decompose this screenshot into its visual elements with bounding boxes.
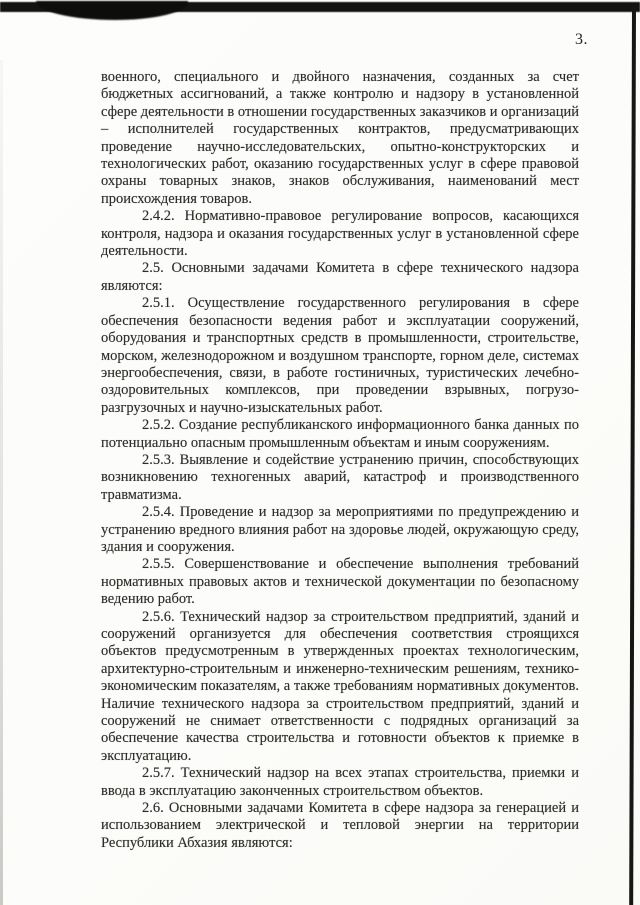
paragraph-clause-2-5-7: 2.5.7. Технический надзор на всех этапах строительства, приемки и ввода в эксплуатацию законченных строительством объектов. [101, 765, 579, 799]
paragraph-clause-2-5-1: 2.5.1. Осуществление государственного регулирования в сфере обеспечения безопасности ведения работ и эксплуатации сооружений, оборудования и транспортных средств в промышленности, строительстве, морском, железнодорожном и воздушном транспорте, горном деле, системах энергообеспечения, связи, в работе гостиничных, туристических лечебно-оздоровительных комплексов, при проведении взрывных, погрузо-разгрузочных и научно-изыскательных работ. [101, 295, 579, 416]
document-body [101, 69, 579, 852]
page-number: 3. [575, 31, 588, 48]
paragraph-clause-2-6: 2.6. Основными задачами Комитета в сфере надзора за генерацией и использованием электрической и тепловой энергии на территории Республики Абхазия являются: [101, 800, 579, 851]
paragraph-clause-2-5-6: 2.5.6. Технический надзор за строительством предприятий, зданий и сооружений организуется для обеспечения соответствия строящихся объектов предусмотренным в утвержденных проектах технологическим, архитектурно-строительным и инженерно-техническим решениям, технико-экономическим показателям, а также требованиям нормативных документов. Наличие технического надзора за строительством предприятий, зданий и сооружений не снимает ответственности с подрядных организаций за обеспечение качества строительства и готовности объектов к приемке в эксплуатацию. [101, 608, 579, 764]
paragraph-clause-2-5-4: 2.5.4. Проведение и надзор за мероприятиями по предупреждению и устранению вредного влияния работ на здоровье людей, окружающую среду, здания и сооружения. [101, 504, 579, 555]
paragraph-continuation: военного, специального и двойного назначения, созданных за счет бюджетных ассигнований, а также контролю и надзору в установленной сфере деятельности в отношении государственных заказчиков и организаций – исполнителей государственных контрактов, предусматривающих проведение научно-исследовательских, опытно-конструкторских и технологических работ, оказанию государственных услуг в сфере правовой охраны товарных знаков, знаков обслуживания, наименований мест происхождения товаров. [101, 69, 579, 207]
scan-artifact-right-border [629, 6, 636, 905]
paragraph-clause-2-4-2: 2.4.2. Нормативно-правовое регулирование вопросов, касающихся контроля, надзора и оказания государственных услуг в установленной сфере деятельности. [101, 208, 579, 260]
paragraph-clause-2-5: 2.5. Основными задачами Комитета в сфере технического надзора являются: [101, 260, 579, 294]
scan-artifact-top-blob [36, 1, 188, 20]
scan-artifact-left-shadow [0, 60, 3, 905]
paragraph-clause-2-5-2: 2.5.2. Создание республиканского информационного банка данных по потенциально опасным промышленным объектам и иным сооружениям. [101, 417, 579, 451]
paragraph-clause-2-5-3: 2.5.3. Выявление и содействие устранению причин, способствующих возникновению техногенных аварий, катастроф и производственного травматизма. [101, 451, 579, 503]
paragraph-clause-2-5-5: 2.5.5. Совершенствование и обеспечение выполнения требований нормативных правовых актов и технической документации по безопасному ведению работ. [101, 556, 579, 608]
